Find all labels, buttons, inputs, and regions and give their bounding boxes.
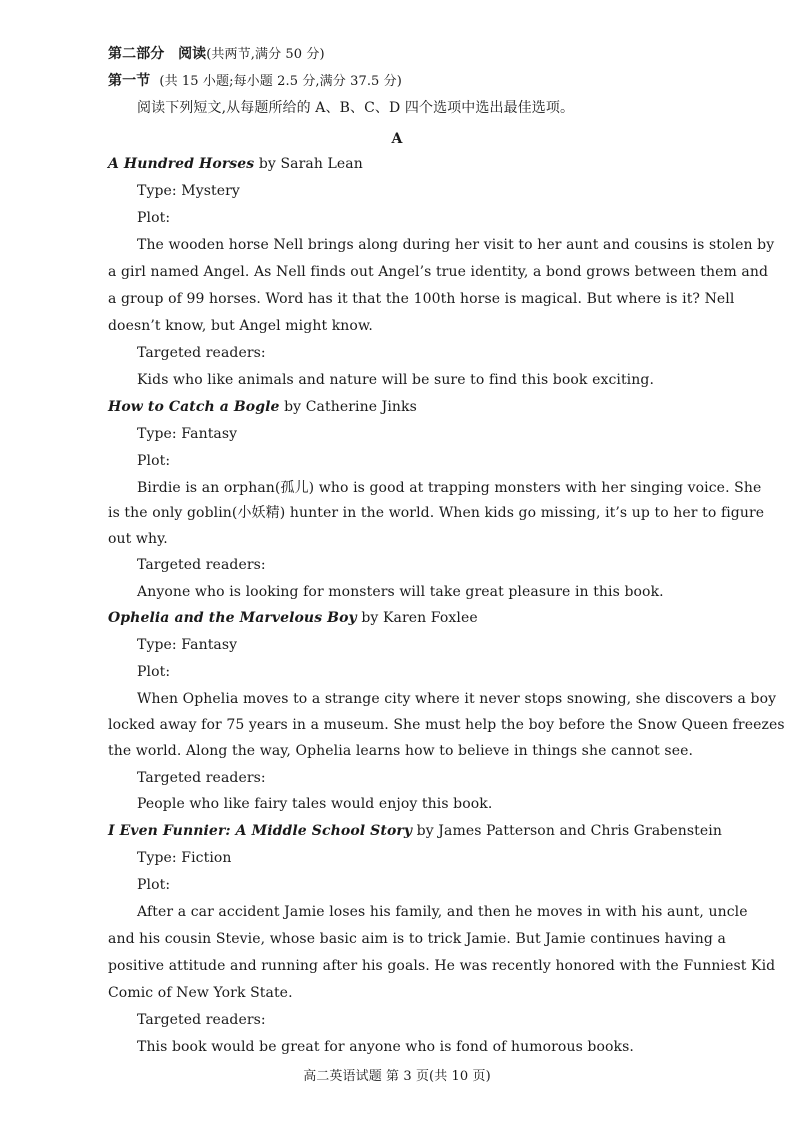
part-label: 第二部分 (108, 46, 165, 62)
plot-label: Plot: (137, 664, 171, 680)
part-title: 阅读 (178, 46, 207, 62)
book-type: Type: Fiction (137, 850, 232, 866)
book-title-line (108, 155, 688, 173)
plot-line: a group of 99 horses. Word has it that the 100th horse is magical. But where is it? Nell (108, 291, 735, 307)
book-type: Type: Mystery (137, 183, 240, 199)
book-byline: by Sarah Lean (254, 156, 363, 172)
plot-line: The wooden horse Nell brings along during her visit to her aunt and cousins is stolen by (137, 237, 775, 253)
book-byline: by Karen Foxlee (356, 610, 478, 626)
plot-line: locked away for 75 years in a museum. She must help the boy before the Snow Queen freezes (108, 717, 785, 733)
readers-text: People who like fairy tales would enjoy this book. (137, 796, 493, 812)
plot-line: positive attitude and running after his goals. He was recently honored with the Funniest Kid (108, 958, 776, 974)
book-title: How to Catch a Bogle (108, 399, 280, 415)
plot-line: the world. Along the way, Ophelia learns how to believe in things she cannot see. (108, 743, 694, 759)
plot-line: a girl named Angel. As Nell finds out Angel’s true identity, a bond grows between them and (108, 264, 769, 280)
plot-line: Birdie is an orphan(孤儿) who is good at trapping monsters with her singing voice. She (137, 480, 762, 496)
book-title-line (108, 398, 688, 416)
plot-line: When Ophelia moves to a strange city where it never stops snowing, she discovers a boy (137, 691, 777, 707)
plot-label: Plot: (137, 453, 171, 469)
readers-label: Targeted readers: (137, 770, 266, 786)
book-byline: by Catherine Jinks (279, 399, 417, 415)
book-type: Type: Fantasy (137, 426, 238, 442)
readers-text: This book would be great for anyone who is fond of humorous books. (137, 1039, 634, 1055)
readers-label: Targeted readers: (137, 1012, 266, 1028)
section-note: (共 15 小题;每小题 2.5 分,满分 37.5 分) (159, 74, 402, 89)
passage-label: A (391, 131, 403, 147)
part-heading (108, 45, 688, 64)
instruction: 阅读下列短文,从每题所给的 A、B、C、D 四个选项中选出最佳选项。 (137, 100, 575, 116)
book-title-line (108, 822, 722, 840)
book-title: A Hundred Horses (108, 156, 255, 172)
plot-line: doesn’t know, but Angel might know. (108, 318, 373, 334)
readers-text: Anyone who is looking for monsters will take great pleasure in this book. (137, 584, 664, 600)
book-title: Ophelia and the Marvelous Boy (108, 610, 357, 626)
plot-label: Plot: (137, 877, 171, 893)
readers-label: Targeted readers: (137, 345, 266, 361)
page-footer: 高二英语试题 第 3 页(共 10 页) (303, 1069, 491, 1084)
section-heading (108, 72, 688, 91)
plot-line: After a car accident Jamie loses his family, and then he moves in with his aunt, uncle (137, 904, 748, 920)
book-byline: by James Patterson and Chris Grabenstein (412, 823, 722, 839)
readers-label: Targeted readers: (137, 557, 266, 573)
part-note: (共两节,满分 50 分) (206, 47, 325, 62)
plot-line: and his cousin Stevie, whose basic aim is to trick Jamie. But Jamie continues having a (108, 931, 726, 947)
readers-text: Kids who like animals and nature will be sure to find this book exciting. (137, 372, 654, 388)
book-title-line (108, 609, 688, 627)
plot-line: is the only goblin(小妖精) hunter in the world. When kids go missing, it’s up to her to figure (108, 505, 765, 521)
plot-label: Plot: (137, 210, 171, 226)
plot-line: Comic of New York State. (108, 985, 293, 1001)
plot-line: out why. (108, 531, 168, 547)
section-label: 第一节 (108, 73, 151, 89)
book-type: Type: Fantasy (137, 637, 238, 653)
book-title: I Even Funnier: A Middle School Story (108, 823, 413, 839)
